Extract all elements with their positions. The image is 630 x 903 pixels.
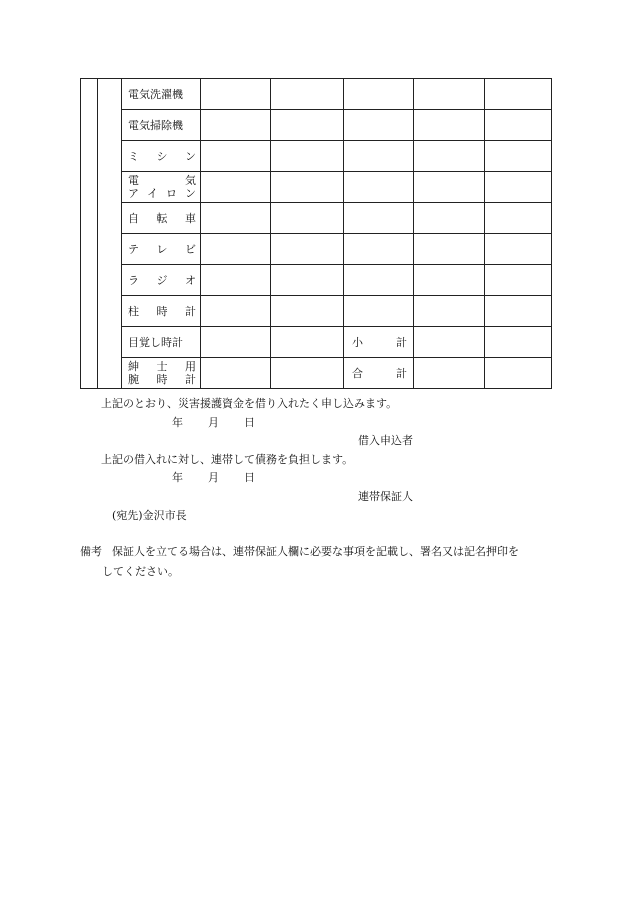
application-date (172, 414, 255, 430)
value-cell (271, 141, 344, 172)
item-name-part: 用 (185, 360, 196, 373)
subtotal-label (344, 327, 414, 358)
value-cell (344, 79, 414, 110)
item-name-part: 自 (128, 211, 139, 225)
total-char: 計 (396, 367, 407, 380)
value-cell (271, 296, 344, 327)
item-name-part: シ (156, 149, 168, 163)
item-name-part: 電気洗濯機 (128, 87, 183, 101)
table-row (81, 141, 552, 172)
item-name-part: 電 (128, 174, 139, 187)
item-name-part: ン (185, 187, 196, 200)
value-cell (485, 110, 552, 141)
table-row (81, 203, 552, 234)
item-name-part: イ (147, 187, 158, 200)
value-cell (271, 110, 344, 141)
item-name-cell (122, 234, 201, 265)
item-name-cell (122, 265, 201, 296)
item-name-part: 計 (185, 304, 196, 318)
value-cell (414, 358, 485, 389)
item-name-cell (122, 327, 201, 358)
item-name-part: 士 (156, 360, 168, 373)
item-name-part: 腕 (128, 373, 139, 386)
table-row (81, 358, 552, 389)
value-cell (485, 327, 552, 358)
date-year: 年 (172, 416, 183, 429)
value-cell (201, 265, 271, 296)
table-row (81, 327, 552, 358)
item-name-cell (122, 141, 201, 172)
value-cell (414, 79, 485, 110)
item-name-part: ア (128, 187, 139, 200)
remarks-line1: 保証人を立てる場合は、連帯保証人欄に必要な事項を記載し、署名又は記名押印を (112, 545, 519, 558)
value-cell (414, 110, 485, 141)
value-cell (485, 358, 552, 389)
addressee: (宛先)金沢市長 (112, 509, 187, 522)
value-cell (271, 327, 344, 358)
value-cell (344, 110, 414, 141)
item-name-part: ロ (166, 187, 177, 200)
subtotal-char: 計 (396, 336, 407, 349)
date-month: 月 (208, 416, 219, 429)
value-cell (414, 265, 485, 296)
remarks-line2: してください。 (102, 565, 179, 578)
value-cell (201, 172, 271, 203)
value-cell (271, 265, 344, 296)
subtotal-char: 小 (352, 336, 363, 349)
remarks-label: 備考 (80, 545, 102, 558)
value-cell (414, 234, 485, 265)
total-label (344, 358, 414, 389)
item-name-part: 目覚し時計 (128, 335, 183, 349)
blank-column (98, 79, 122, 389)
table-row (81, 79, 552, 110)
value-cell (201, 296, 271, 327)
item-name-part: ビ (185, 242, 196, 256)
item-name-part: テ (128, 242, 139, 256)
value-cell (271, 358, 344, 389)
item-name-part: レ (156, 242, 168, 256)
item-name-part: 車 (185, 211, 196, 225)
item-name-cell (122, 203, 201, 234)
item-name-cell (122, 358, 201, 389)
value-cell (485, 79, 552, 110)
value-cell (344, 234, 414, 265)
value-cell (485, 234, 552, 265)
item-name-part: ン (185, 149, 196, 163)
value-cell (485, 296, 552, 327)
item-name-part: ラ (128, 273, 139, 287)
date-day: 日 (244, 471, 255, 484)
value-cell (271, 79, 344, 110)
guarantor-label: 連帯保証人 (358, 490, 413, 503)
value-cell (414, 141, 485, 172)
item-name-part: 気 (185, 174, 196, 187)
item-name-cell (122, 110, 201, 141)
value-cell (201, 110, 271, 141)
item-name-part: 紳 (128, 360, 139, 373)
applicant-label: 借入申込者 (358, 434, 413, 447)
table-row (81, 234, 552, 265)
value-cell (414, 327, 485, 358)
value-cell (271, 172, 344, 203)
value-cell (414, 172, 485, 203)
item-name-part: オ (185, 273, 196, 287)
value-cell (201, 327, 271, 358)
guarantee-date (172, 469, 255, 485)
item-name-part: ミ (128, 149, 139, 163)
value-cell (485, 203, 552, 234)
table-row (81, 265, 552, 296)
value-cell (344, 141, 414, 172)
value-cell (344, 296, 414, 327)
appliance-table (80, 78, 552, 389)
table-row (81, 172, 552, 203)
value-cell (485, 265, 552, 296)
item-name-cell (122, 296, 201, 327)
value-cell (271, 234, 344, 265)
date-month: 月 (208, 471, 219, 484)
table-row (81, 110, 552, 141)
item-name-part: 時 (156, 304, 168, 318)
value-cell (271, 203, 344, 234)
total-char: 合 (352, 367, 363, 380)
value-cell (414, 296, 485, 327)
item-name-cell (122, 79, 201, 110)
value-cell (201, 141, 271, 172)
statement-borrow: 上記のとおり、災害援護資金を借り入れたく申し込みます。 (101, 397, 398, 410)
item-name-cell (122, 172, 201, 203)
date-day: 日 (244, 416, 255, 429)
value-cell (201, 358, 271, 389)
value-cell (344, 265, 414, 296)
item-name-part: 時 (156, 373, 168, 386)
value-cell (414, 203, 485, 234)
value-cell (344, 172, 414, 203)
value-cell (344, 203, 414, 234)
item-name-part: 柱 (128, 304, 139, 318)
value-cell (201, 79, 271, 110)
item-name-part: 転 (156, 211, 168, 225)
table-row (81, 296, 552, 327)
value-cell (201, 234, 271, 265)
value-cell (201, 203, 271, 234)
item-name-part: 計 (185, 373, 196, 386)
value-cell (485, 141, 552, 172)
item-name-part: 電気掃除機 (128, 118, 183, 132)
blank-column (81, 79, 98, 389)
date-year: 年 (172, 471, 183, 484)
item-name-part: ジ (156, 273, 168, 287)
statement-guarantee: 上記の借入れに対し、連帯して債務を負担します。 (101, 453, 354, 466)
value-cell (485, 172, 552, 203)
